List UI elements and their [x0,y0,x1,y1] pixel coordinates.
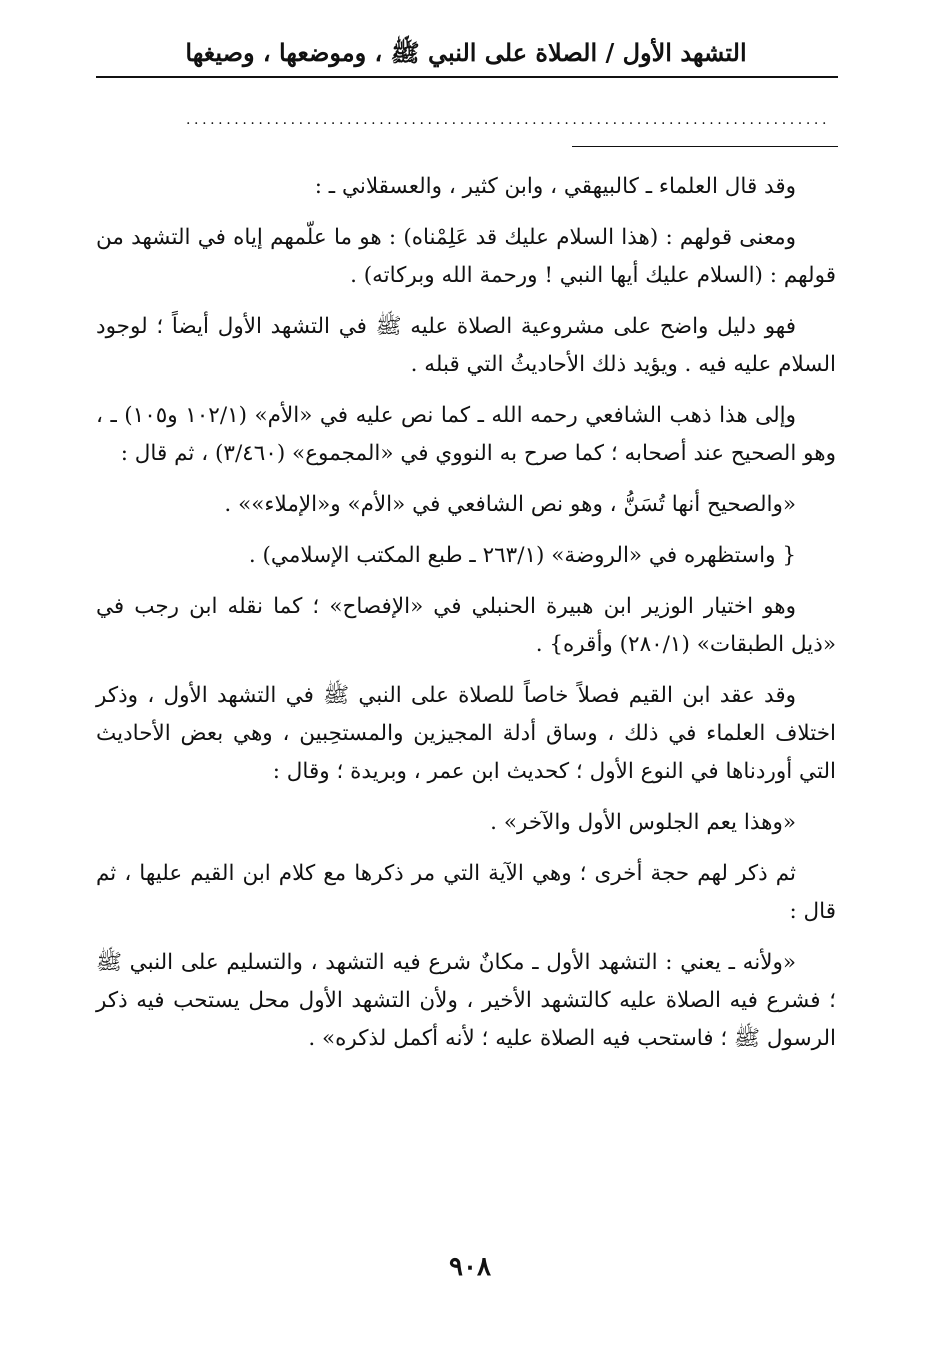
paragraph: وهو اختيار الوزير ابن هبيرة الحنبلي في «الإفصاح» ؛ كما نقله ابن رجب في «ذيل الطبقات» (٢٨٠/١) وأقره} . [96,594,836,657]
quotation: «والصحيح أنها تُسَنُّ ، وهو نص الشافعي في «الأم» و«الإملاء»» . [224,492,796,517]
running-header-title: التشهد الأول / الصلاة على النبي ﷺ ، وموضعها ، وصيغها [185,38,747,67]
body-text [96,168,836,1071]
paragraph: فهو دليل واضح على مشروعية الصلاة عليه ﷺ في التشهد الأول أيضاً ؛ لوجود السلام عليه فيه . ويؤيد ذلك الأحاديثُ التي قبله . [96,314,836,377]
paragraph: وقد عقد ابن القيم فصلاً خاصاً للصلاة على النبي ﷺ في التشهد الأول ، وذكر اختلاف العلماء في ذلك ، وساق أدلة المجيزين والمستحِبين ، وهي بعض الأحاديث التي أوردناها في النوع الأول ؛ كحديث ابن عمر ، وبريدة ؛ وقال : [96,683,836,784]
page-number: ٩٠٨ [449,1252,491,1282]
paragraph: وإلى هذا ذهب الشافعي رحمه الله ـ كما نص عليه في «الأم» (١٠٢/١ و١٠٥) ـ ، وهو الصحيح عند أصحابه ؛ كما صرح به النووي في «المجموع» (٣/٤٦٠) ، ثم قال : [96,403,836,466]
paragraph: ثم ذكر لهم حجة أخرى ؛ وهي الآية التي مر ذكرها مع كلام ابن القيم عليها ، ثم قال : [96,861,836,924]
quotation: «وهذا يعم الجلوس الأول والآخر» . [490,810,796,835]
paragraph: وقد قال العلماء ـ كالبيهقي ، وابن كثير ، والعسقلاني ـ : [314,174,796,199]
header-rule [96,76,838,78]
paragraph: ومعنى قولهم : (هذا السلام عليك قد عَلِمْناه) : هو ما علّمهم إياه في التشهد من قولهم : (السلام عليك أيها النبي ! ورحمة الله وبركاته) . [96,225,836,288]
footnote-rule [572,146,838,147]
paragraph: «ولأنه ـ يعني : التشهد الأول ـ مكانٌ شرع فيه التشهد ، والتسليم على النبي ﷺ ؛ فشرع فيه الصلاة عليه كالتشهد الأخير ، ولأن التشهد الأول محل يستحب فيه ذكر الرسول ﷺ ؛ فاستحب فيه الصلاة عليه ؛ لأنه أكمل لذكره» . [96,950,836,1051]
quotation: { واستظهره في «الروضة» (٢٦٣/١ ـ طبع المكتب الإسلامي) . [248,543,796,568]
dotted-separator: ................................................................................ [185,112,830,128]
